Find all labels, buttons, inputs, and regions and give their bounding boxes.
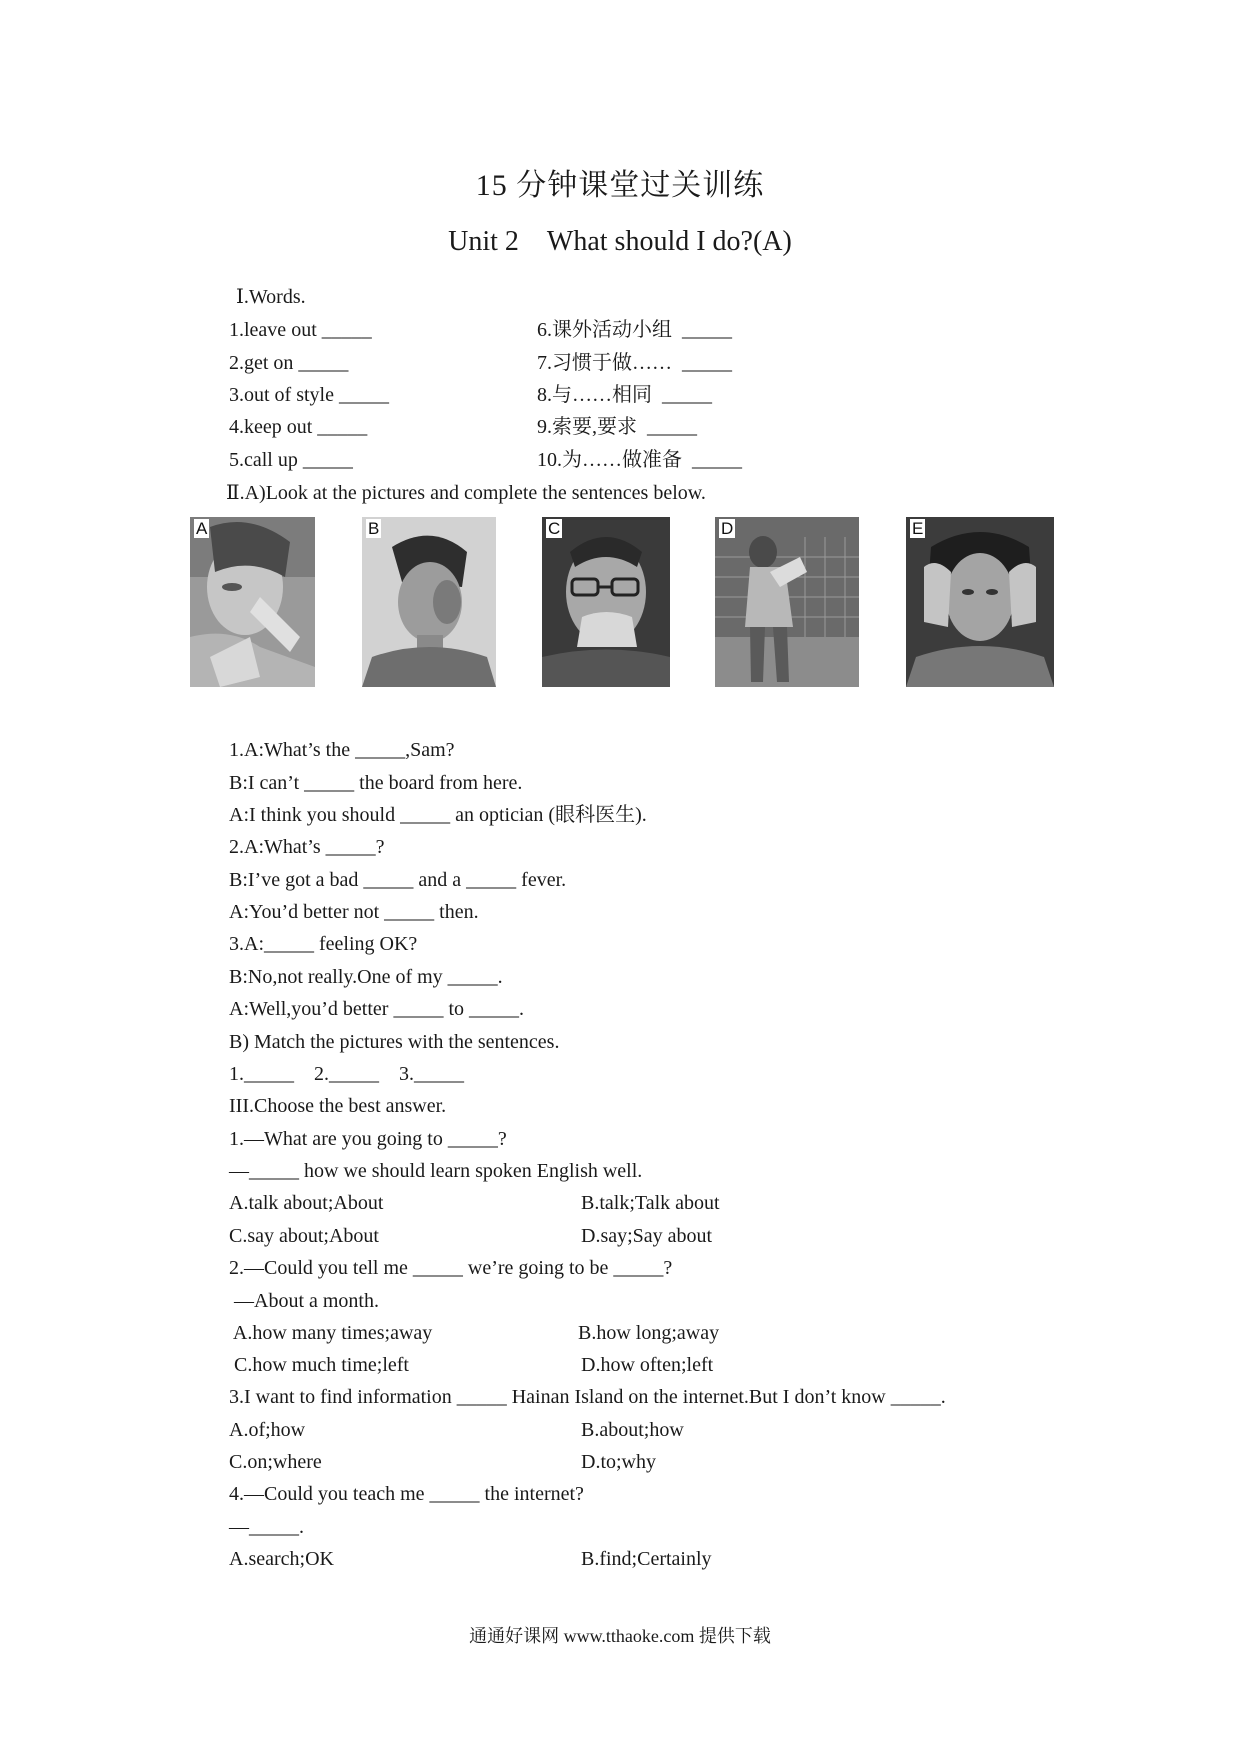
option-c: C.say about;About <box>229 1225 379 1247</box>
picture-label: D <box>721 519 734 538</box>
dialogue-line: 1.A:What’s the _____,Sam? <box>229 739 455 761</box>
word-item: 6.课外活动小组 _____ <box>537 319 732 341</box>
picture-d <box>715 517 859 687</box>
option-b: B.how long;away <box>578 1322 720 1344</box>
option-c: C.how much time;left <box>229 1354 409 1376</box>
option-a: A.of;how <box>229 1419 306 1441</box>
option-d: D.to;why <box>581 1451 656 1473</box>
match-answer-line: 1._____ 2._____ 3._____ <box>229 1063 464 1085</box>
option-d: D.say;Say about <box>581 1225 713 1247</box>
word-item: 7.习惯于做…… _____ <box>537 352 732 374</box>
question-stem: 2.—Could you tell me _____ we’re going to be _____? <box>229 1257 673 1279</box>
picture-label: C <box>548 519 561 538</box>
question-stem: 4.—Could you teach me _____ the internet? <box>229 1483 584 1505</box>
option-d: D.how often;left <box>581 1354 714 1376</box>
option-b: B.talk;Talk about <box>581 1192 720 1214</box>
picture-label: E <box>912 519 924 538</box>
dialogue-line: B:No,not really.One of my _____. <box>229 966 503 988</box>
unit-subtitle: What should I do?(A) <box>546 226 792 257</box>
word-item: 8.与……相同 _____ <box>537 384 712 406</box>
word-item: 10.为……做准备 _____ <box>537 449 742 471</box>
unit-number: Unit 2 <box>448 226 519 257</box>
question-stem: 3.I want to find information _____ Hainan Island on the internet.But I don’t know _____. <box>229 1386 946 1408</box>
option-b: B.find;Certainly <box>581 1548 712 1570</box>
answer-line: —About a month. <box>229 1290 379 1312</box>
answer-line: —_____ how we should learn spoken English well. <box>229 1160 643 1182</box>
option-a: A.how many times;away <box>229 1322 433 1344</box>
option-a: A.search;OK <box>229 1548 334 1570</box>
picture-a-image <box>190 517 315 687</box>
picture-a <box>190 517 315 687</box>
option-b: B.about;how <box>581 1419 684 1441</box>
picture-c <box>542 517 670 687</box>
dialogue-line: A:Well,you’d better _____ to _____. <box>229 998 525 1020</box>
picture-c-image <box>542 517 670 687</box>
dialogue-line: A:You’d better not _____ then. <box>229 901 479 923</box>
dialogue-line: 2.A:What’s _____? <box>229 836 385 858</box>
picture-label: B <box>368 519 380 538</box>
match-heading: B) Match the pictures with the sentences. <box>229 1031 560 1053</box>
answer-line: —_____. <box>229 1516 304 1538</box>
dialogue-line: 3.A:_____ feeling OK? <box>229 933 418 955</box>
word-item: 3.out of style _____ <box>229 384 389 406</box>
picture-label: A <box>196 519 208 538</box>
picture-d-image <box>715 517 859 687</box>
dialogue-line: B:I’ve got a bad _____ and a _____ fever. <box>229 869 567 891</box>
question-stem: 1.—What are you going to _____? <box>229 1128 507 1150</box>
word-item: 9.索要,要求 _____ <box>537 416 697 438</box>
dialogue-line: B:I can’t _____ the board from here. <box>229 772 523 794</box>
section1-heading: Ⅰ.Words. <box>236 286 306 308</box>
picture-e-image <box>906 517 1054 687</box>
footer-source: 通通好课网 www.tthaoke.com 提供下载 <box>469 1626 771 1646</box>
word-item: 2.get on _____ <box>229 352 349 374</box>
option-c: C.on;where <box>229 1451 322 1473</box>
unit-title <box>0 226 1240 258</box>
section3-heading: III.Choose the best answer. <box>229 1095 447 1117</box>
dialogue-line: A:I think you should _____ an optician (眼科医生). <box>229 804 647 826</box>
word-item: 4.keep out _____ <box>229 416 368 438</box>
picture-strip <box>0 517 1240 689</box>
word-item: 1.leave out _____ <box>229 319 372 341</box>
word-item: 5.call up _____ <box>229 449 353 471</box>
option-a: A.talk about;About <box>229 1192 384 1214</box>
page-title: 15 分钟课堂过关训练 <box>475 169 765 202</box>
picture-b <box>362 517 496 687</box>
picture-e <box>906 517 1054 687</box>
section2-heading: Ⅱ.A)Look at the pictures and complete the sentences below. <box>226 482 706 504</box>
picture-b-image <box>362 517 496 687</box>
